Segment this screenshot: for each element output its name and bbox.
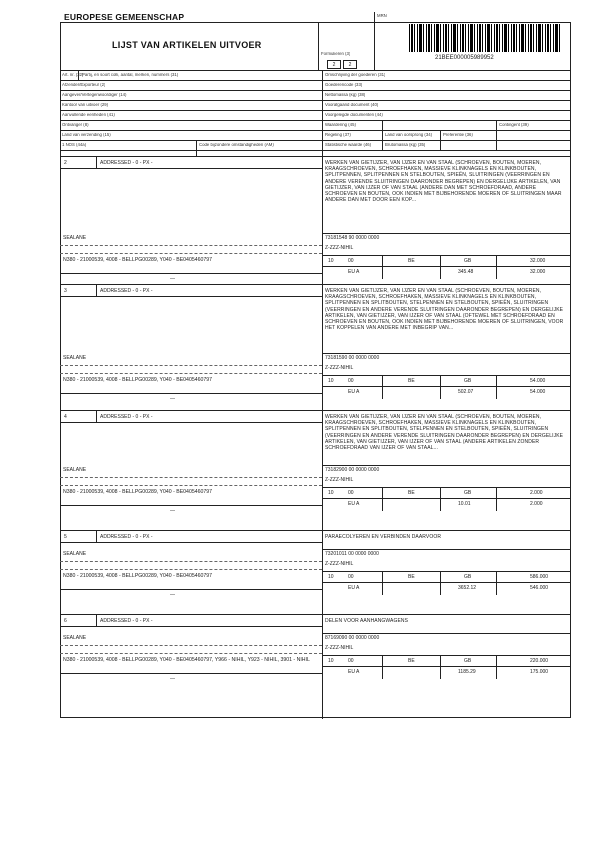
org-header: EUROPESE GEMEENSCHAP [64,12,185,22]
item-sealane: SEALANE [63,235,87,241]
mrn-number: 21BEE000005989952 [435,55,494,61]
item-description: PARAECOLYEREN EN VERBINDEN DAARVOOR [325,534,442,540]
item-reference: N380 - 21000539, 4008 - BELLPG00289, Y040 - BE0405460797 [63,489,213,495]
item-sealane: SEALANE [63,355,87,361]
item-cgb: GB [464,490,472,496]
item-reference: N380 - 21000539, 4008 - BELLPG00289, Y040 - BE0405460797, Y966 - NIHIL, Y923 - NIHIL, 3901 - NIHIL [63,657,310,663]
item-dash-mark: — [170,508,175,514]
label-goods-code: Goederencode (33) [325,83,363,87]
item-code-10: 10 [328,378,334,384]
item-net: 32.000 [530,269,546,275]
item-value: 54.000 [530,378,546,384]
item-code-00: 00 [348,378,354,384]
item-sealane: SEALANE [63,635,87,641]
item-dash-mark: — [170,276,175,282]
item-net: 546.000 [530,585,549,591]
item-code-10: 10 [328,574,334,580]
item-net: 54.000 [530,389,546,395]
item-value: 32.000 [530,258,546,264]
item-sealane: SEALANE [63,467,87,473]
barcode [409,24,561,52]
label-conditions: Code bijzondere omstandigheden (AM) [199,143,274,147]
label-preference: Preferentie (36) [443,133,473,137]
label-identity: 1 NOS (44a) [62,143,87,147]
item-net: 2.000 [530,501,543,507]
item-description: WERKEN VAN GIETIJZER, VAN IJZER EN VAN STAAL (SCHROEVEN, BOUTEN, MOEREN, KRAAGSCHROEVEN, SCHROEFHAKEN, MASSIEVE KLINKNAGELS EN KLINKBOUTEN, SPLITPENNEN EN SPLITBOUTEN, STELPENNEN EN STELBOUTEN, SPIEËN, SLUITRINGEN (VEERRINGEN EN ANDERE VERENDE SLUITRINGEN DAARONDER BEGREPEN) EN DERGELIJKE ARTIKELEN, VAN GIETIJZER, VAN IJZER OF VAN STAAL (OFTEWEL MET SCHROEFDRAAD EN SCHROEVEN EN BOUTEN, OOK INDIEN MET BIJBEHORENDE MOEREN OF SLUITRINGEN, VOOR HET KOPPELEN VAN ANDERE MET INBEGRIP VAN... [325,288,564,332]
item-dash-mark: — [170,676,175,682]
item-eua: EU A [348,501,360,507]
item-eua: EU A [348,669,360,675]
label-gross-mass: Brutomassa (kg) (35) [385,143,426,147]
item-value: 2.000 [530,490,543,496]
label-origin: Land van oorsprong (34) [385,133,433,137]
item-goods-code: 73181590 00 0000 0000 [325,355,380,361]
item-goods-code: 73181548 90 0000 0000 [325,235,380,241]
label-description: Omschrijving der goederen (31) [325,73,386,77]
item-amount: 502.07 [458,389,474,395]
label-consignee: Ontvanger (8) [62,123,89,127]
item-dash-mark: — [170,592,175,598]
item-nihil: Z-ZZZ-NIHIL [325,365,354,371]
item-nihil: Z-ZZZ-NIHIL [325,245,354,251]
item-amount: 3652.12 [458,585,477,591]
item-amount: 345.48 [458,269,474,275]
item-number: 2 [64,160,67,166]
label-dispatch-country: Land van verzending (15) [62,133,111,137]
page-total: 2 [343,60,357,69]
item-description: WERKEN VAN GIETIJZER, VAN IJZER EN VAN STAAL (SCHROEVEN, BOUTEN, MOEREN, KRAAGSCHROEVEN, SCHROEFHAKEN, MASSIEVE KLINKNAGELS EN KLINKBOUTEN, SPLITPENNEN, SPLITPENNEN EN STELBOUTEN, SPIEËN, SLUITRINGEN (VEERRINGEN EN ANDERE VERENDE SLUITRINGEN DAARONDER BEGREPEN) EN DERGELIJKE ARTIKELEN, VAN GIETIJZER, VAN IJZER OF VAN STAAL (ANDERE DAN MET SCHROEFDRAAD, ANDERE SCHROEVEN EN BOUTEN, OOK INDIEN MET BIJBEHORENDE MOEREN OF SLUITRINGEN MAAR ANDERE DAN MET DOOR EEN KOP... [325,160,562,204]
item-nihil: Z-ZZZ-NIHIL [325,477,354,483]
item-eua: EU A [348,585,360,591]
item-block [60,284,571,410]
mrn-box [374,12,571,70]
label-prev-doc: Voorafgaand document (40) [325,103,379,107]
mrn-label: MRN [377,14,387,18]
item-reference: N380 - 21000539, 4008 - BELLPG00289, Y040 - BE0405460797 [63,377,213,383]
item-description: WERKEN VAN GIETIJZER, VAN IJZER EN VAN STAAL (SCHROEVEN, BOUTEN, MOEREN, KRAAGSCHROEVEN, SCHROEFHAKEN, MASSIEVE KLINKNAGELS EN KLINKBOUTEN, SPLITPENNEN EN SPLITBOUTEN, STELPENNEN EN STELBOUTEN, SPIEËN, SLUITRINGEN (VEERRINGEN EN ANDERE VERENDE SLUITRINGEN DAARONDER BEGREPEN) EN DERGELIJKE ARTIKELEN, VAN GIETIJZER, VAN IJZER OF VAN STAAL (ANDERE ARTIKELEN ZONDER SCHROEFDRAAD VAN IJZER OF VAN STAAL... [325,414,564,451]
item-amount: 10.01 [458,501,471,507]
label-grid [60,70,571,156]
item-net: 175.000 [530,669,549,675]
item-value: 586.000 [530,574,549,580]
item-addressed: ADDRESSED - 0 - PX - [100,534,153,540]
item-number: 3 [64,288,67,294]
item-value: 220.000 [530,658,549,664]
item-block [60,614,571,718]
label-declarant: Aangever/Vertegenwoordiger (14) [62,93,127,97]
item-goods-code: 73201011 00 0000 0000 [325,551,379,557]
item-block [60,156,571,284]
item-country: BE [408,258,415,264]
item-block [60,410,571,530]
page-label: Formulieren (3) [321,52,351,56]
label-parties: Partij, en soort colli, aantal, merken, nummers (31) [82,73,179,77]
item-country: BE [408,378,415,384]
item-goods-code: 73182900 00 0000 0000 [325,467,380,473]
item-description: DELEN VOOR AANHANGWAGENS [325,618,409,624]
item-number: 5 [64,534,67,540]
page-box [318,22,374,70]
item-eua: EU A [348,389,360,395]
label-net-mass: Nettomassa (kg) (38) [325,93,366,97]
label-customs-office: Kantoor van uitvoer (29) [62,103,109,107]
label-art-nr: Art. nr. (32) [62,73,84,77]
label-procedure: Regeling (37) [325,133,351,137]
page-number: 2 [327,60,341,69]
item-country: BE [408,574,415,580]
item-dash-mark: — [170,396,175,402]
item-country: BE [408,658,415,664]
label-quota: Contingent (39) [499,123,529,127]
item-code-00: 00 [348,258,354,264]
item-code-00: 00 [348,574,354,580]
item-eua: EU A [348,269,360,275]
item-country: BE [408,490,415,496]
item-amount: 1185.29 [458,669,476,675]
item-number: 4 [64,414,67,420]
item-code-10: 10 [328,490,334,496]
item-code-10: 10 [328,658,334,664]
label-documents: Voorgelegde documenten (44) [325,113,383,117]
item-addressed: ADDRESSED - 0 - PX - [100,414,153,420]
label-exporter: Afzender/Exporteur (2) [62,83,106,87]
item-goods-code: 87169090 00 0000 0000 [325,635,380,641]
label-value: Statistische waarde (46) [325,143,372,147]
item-block [60,530,571,614]
item-reference: N380 - 21000539, 4008 - BELLPG00289, Y040 - BE0405460797 [63,573,213,579]
item-nihil: Z-ZZZ-NIHIL [325,561,354,567]
item-addressed: ADDRESSED - 0 - PX - [100,160,153,166]
item-addressed: ADDRESSED - 0 - PX - [100,288,153,294]
label-supplementary: Aanvullende eenheden (41) [62,113,115,117]
item-code-10: 10 [328,258,334,264]
item-code-00: 00 [348,490,354,496]
item-number: 6 [64,618,67,624]
item-reference: N380 - 21000539, 4008 - BELLPG00289, Y040 - BE0405460797 [63,257,213,263]
item-code-00: 00 [348,658,354,664]
item-cgb: GB [464,258,472,264]
item-nihil: Z-ZZZ-NIHIL [325,645,354,651]
item-sealane: SEALANE [63,551,87,557]
item-cgb: GB [464,574,472,580]
item-cgb: GB [464,378,472,384]
form-title: LIJST VAN ARTIKELEN UITVOER [112,40,262,50]
item-addressed: ADDRESSED - 0 - PX - [100,618,153,624]
label-valuation: Waardering (45) [325,123,356,127]
item-cgb: GB [464,658,472,664]
